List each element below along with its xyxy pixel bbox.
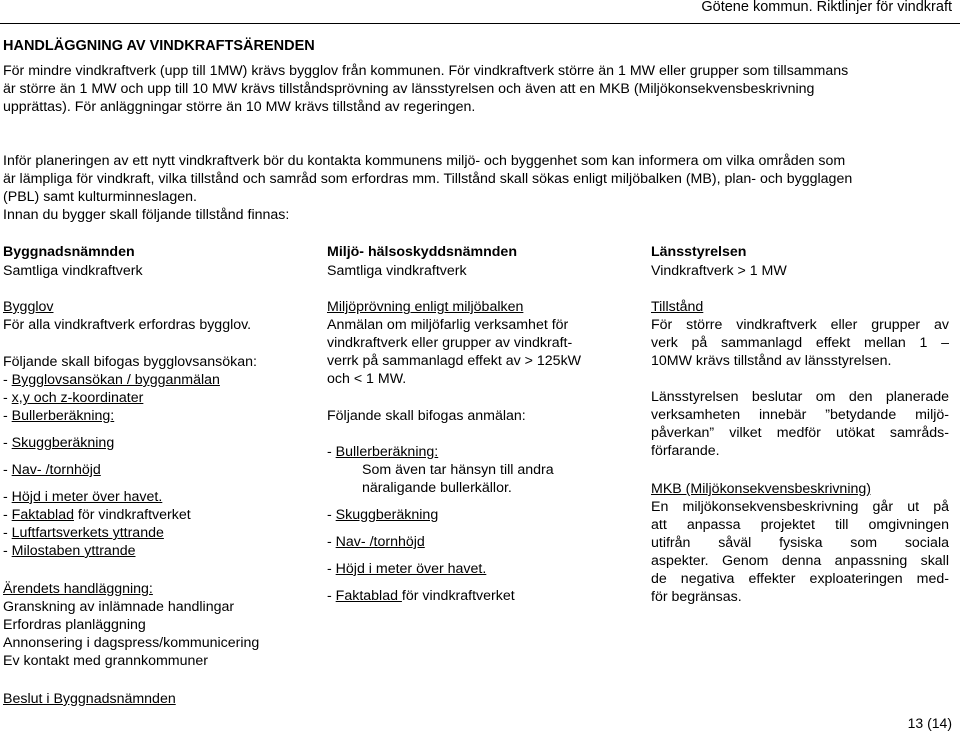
list-item-label: Bygglovsansökan / bygganmälan (11, 372, 220, 388)
section-title-bygglov: Bygglov (3, 299, 54, 315)
list-item-label: Milostaben yttrande (11, 543, 136, 559)
list-item-note: Som även tar hänsyn till andra (362, 462, 554, 478)
list-item-label: Skuggberäkning (11, 435, 115, 451)
text: verk på sammanlagd effekt mellan 1 – (651, 335, 949, 351)
text: och < 1 MW. (327, 371, 407, 387)
planning-line: Inför planeringen av ett nytt vindkraftverk bör du kontakta kommunens miljö- och byggenhet som kan informera om vilka områden som (3, 153, 846, 169)
list-item (3, 407, 114, 425)
text: att anpassa projektet till omgivningen (651, 517, 949, 533)
list-item (327, 443, 438, 461)
list-item (327, 560, 486, 578)
list-item (3, 389, 143, 407)
list-item-label: x,y och z-koordinater (11, 390, 144, 406)
column-heading: Miljö- hälsoskyddsnämnden (327, 244, 517, 260)
planning-paragraph (3, 152, 955, 224)
list-item (3, 461, 101, 479)
dash: - (3, 390, 12, 406)
text: Länsstyrelsen beslutar om den planerade (651, 389, 949, 405)
intro-line: upprättas). För anläggningar större än 10 MW krävs tillstånd av regeringen. (3, 99, 476, 115)
list-item (327, 533, 425, 551)
planning-line: (PBL) samt kulturminneslagen. (3, 189, 197, 205)
text: Ev kontakt med grannkommuner (3, 653, 209, 669)
text: Anmälan om miljöfarlig verksamhet för (327, 317, 569, 333)
list-item-text: för vindkraftverket (73, 507, 191, 523)
page-number: 13 (14) (907, 715, 952, 731)
attachments-intro: Följande skall bifogas anmälan: (327, 408, 526, 424)
dash: - (327, 588, 336, 604)
list-item (327, 587, 515, 605)
dash: - (3, 372, 12, 388)
decision-line: Beslut i Byggnadsnämnden (3, 691, 176, 707)
text: för begränsas. (651, 589, 742, 605)
intro-paragraph (3, 62, 955, 116)
intro-line: är större än 1 MW och upp till 10 MW krävs tillståndsprövning av länsstyrelsen och även att en MKB (Miljökonsekvensbeskrivning (3, 81, 815, 97)
list-item-label: Bullerberäkning: (335, 444, 439, 460)
header-rule (0, 23, 960, 24)
attachments-intro: Följande skall bifogas bygglovsansökan: (3, 354, 257, 370)
list-item (3, 506, 191, 524)
dash: - (3, 507, 12, 523)
list-item (3, 434, 114, 452)
list-item-label: Nav- /tornhöjd (11, 462, 101, 478)
list-item-label: Luftfartsverkets yttrande (11, 525, 164, 541)
dash: - (3, 408, 12, 424)
column-subheading: Vindkraftverk > 1 MW (651, 263, 787, 279)
text: Annonsering i dagspress/kommunicering (3, 635, 260, 651)
list-item-label: Höjd i meter över havet. (335, 561, 487, 577)
dash: - (327, 561, 336, 577)
text: aspekter. Genom denna anpassning skall (651, 553, 949, 569)
dash: - (327, 534, 336, 550)
section-title-arende: Ärendets handläggning: (3, 581, 153, 597)
dash: - (3, 489, 12, 505)
text: En miljökonsekvensbeskrivning går ut på (651, 499, 949, 515)
dash: - (3, 462, 12, 478)
column-subheading: Samtliga vindkraftverk (3, 263, 143, 279)
text: För större vindkraftverk eller grupper av (651, 317, 949, 333)
list-item-label: Höjd i meter över havet. (11, 489, 163, 505)
text: Erfordras planläggning (3, 617, 146, 633)
dash: - (3, 543, 12, 559)
list-item-text: för vindkraftverket (401, 588, 515, 604)
dash: - (3, 435, 12, 451)
section-title-tillstand: Tillstånd (651, 299, 704, 315)
list-item-label: Nav- /tornhöjd (335, 534, 425, 550)
text: utifrån såväl fysiska som sociala (651, 535, 949, 551)
text: de negativa effekter exploateringen med- (651, 571, 949, 587)
list-item-label: Skuggberäkning (335, 507, 439, 523)
list-item (3, 488, 162, 506)
planning-line: Innan du bygger skall följande tillstånd finnas: (3, 207, 290, 223)
text: För alla vindkraftverk erfordras bygglov. (3, 317, 252, 333)
dash: - (327, 444, 336, 460)
column-heading: Byggnadsnämnden (3, 244, 135, 260)
list-item-label: Faktablad (335, 588, 402, 604)
text: förfarande. (651, 443, 720, 459)
text: vindkraftverk eller grupper av vindkraft- (327, 335, 573, 351)
list-item-label: Faktablad (11, 507, 74, 523)
column-heading: Länsstyrelsen (651, 244, 747, 260)
list-item-label: Bullerberäkning: (11, 408, 115, 424)
text: verksamheten innebär ”betydande miljö- (651, 407, 949, 423)
text: påverkan” vilket medför utökat samråds- (651, 425, 949, 441)
list-item (3, 542, 136, 560)
text: 10MW krävs tillstånd av länsstyrelsen. (651, 353, 892, 369)
running-header: Götene kommun. Riktlinjer för vindkraft (701, 0, 952, 15)
page-title: HANDLÄGGNING AV VINDKRAFTSÄRENDEN (3, 38, 315, 54)
section-title-mkb: MKB (Miljökonsekvensbeskrivning) (651, 481, 871, 497)
text: verrk på sammanlagd effekt av > 125kW (327, 353, 582, 369)
planning-line: är lämpliga för vindkraft, vilka tillstånd och samråd som erfordras mm. Tillstånd skall sökas enligt miljöbalken (MB), plan- och bygglagen (3, 171, 853, 187)
text: Granskning av inlämnade handlingar (3, 599, 235, 615)
intro-line: För mindre vindkraftverk (upp till 1MW) krävs bygglov från kommunen. För vindkraftverk större än 1 MW eller grupper som tillsammans (3, 63, 849, 79)
column-subheading: Samtliga vindkraftverk (327, 263, 467, 279)
list-item-note: näraligande bullerkällor. (362, 480, 512, 496)
dash: - (327, 507, 336, 523)
list-item (3, 524, 164, 542)
list-item (3, 371, 220, 389)
section-title-miljoprovning: Miljöprövning enligt miljöbalken (327, 299, 524, 315)
dash: - (3, 525, 12, 541)
list-item (327, 506, 438, 524)
